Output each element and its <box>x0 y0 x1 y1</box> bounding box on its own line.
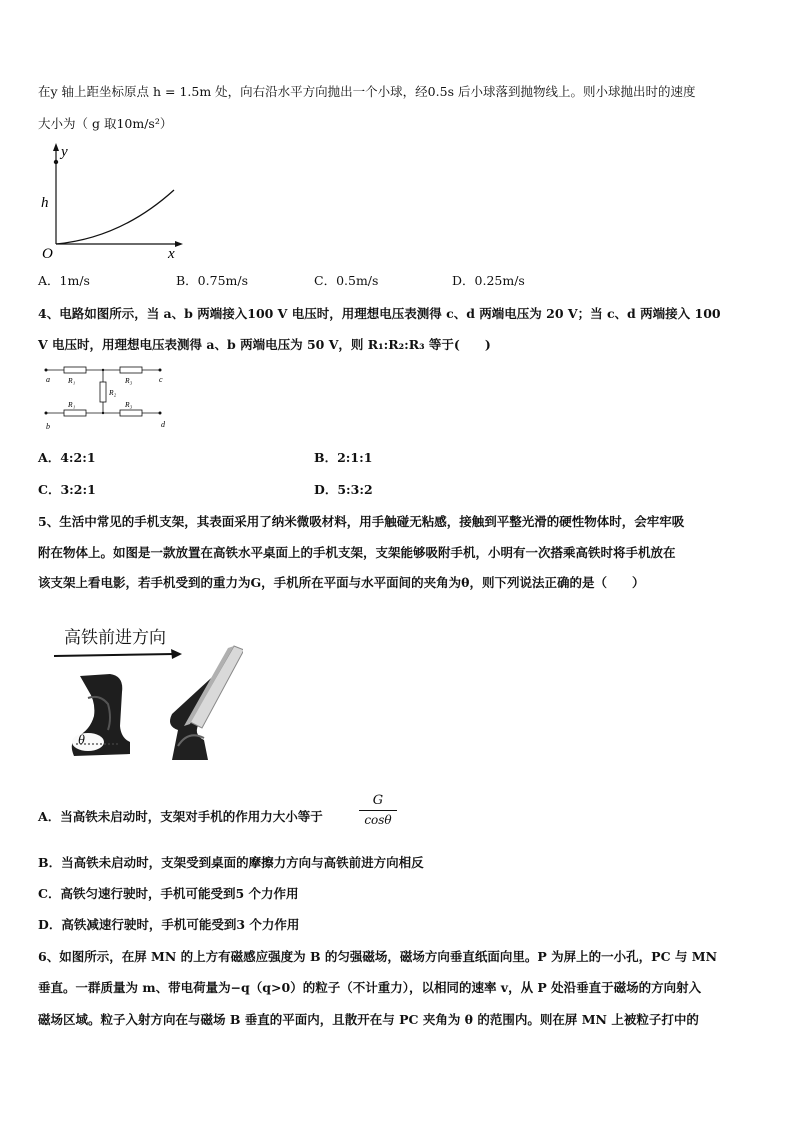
resistor-r3-bottom-label: R₃ <box>125 400 133 409</box>
terminal-c: c <box>159 375 163 384</box>
resistor-r1-top-label: R₁ <box>68 376 76 385</box>
fraction-g-over-cos-theta <box>359 793 397 827</box>
terminal-a: a <box>46 375 50 384</box>
q4-option-a[interactable]: A．4:2:1 <box>38 450 96 465</box>
train-direction-label: 高铁前进方向 <box>64 628 166 647</box>
q3-option-d[interactable]: D．0.25m/s <box>452 273 525 288</box>
q4-text-line2: V 电压时，用理想电压表测得 a、b 两端电压为 50 V，则 R₁:R₂:R₃ 等于( ) <box>38 337 491 352</box>
resistor-r1-bottom-label: R₁ <box>68 400 76 409</box>
q4-option-c[interactable]: C．3:2:1 <box>38 482 96 497</box>
graph-h-label: h <box>41 195 49 211</box>
q5-text-line2: 附在物体上。如图是一款放置在高铁水平桌面上的手机支架，支架能够吸附手机，小明有一次搭乘高铁时将手机放在 <box>38 545 676 560</box>
terminal-b: b <box>46 422 50 431</box>
graph-x-label: x <box>168 246 175 262</box>
graph-origin-label: O <box>42 246 53 262</box>
q5-option-b[interactable]: B．当高铁未启动时，支架受到桌面的摩擦力方向与高铁前进方向相反 <box>38 855 424 870</box>
phone-stand-figure <box>38 618 243 768</box>
terminal-d: d <box>161 420 165 429</box>
fraction-bar <box>359 810 397 811</box>
q6-text-line2: 垂直。一群质量为 m、带电荷量为−q（q>0）的粒子（不计重力），以相同的速率 v，从 P 处沿垂直于磁场的方向射入 <box>38 980 702 995</box>
q3-option-c[interactable]: C．0.5m/s <box>314 273 379 288</box>
train-direction-arrow <box>54 654 174 656</box>
q3-text-line2: 大小为（ g 取10m/s²） <box>38 116 173 131</box>
q3-option-a[interactable]: A．1m/s <box>38 273 90 288</box>
graph-y-label: y <box>61 144 68 160</box>
q3-option-b[interactable]: B．0.75m/s <box>176 273 248 288</box>
fraction-numerator: G <box>372 793 384 808</box>
q5-text-line3: 该支架上看电影，若手机受到的重力为G，手机所在平面与水平面间的夹角为θ，则下列说法正确的是（ ） <box>38 575 645 590</box>
q3-text-line1: 在y 轴上距坐标原点 h = 1.5m 处，向右沿水平方向抛出一个小球，经0.5s 后小球落到抛物线上。则小球抛出时的速度 <box>38 84 696 99</box>
q4-text-line1: 4、电路如图所示，当 a、b 两端接入100 V 电压时，用理想电压表测得 c、d 两端电压为 20 V；当 c、d 两端接入 100 <box>38 306 721 321</box>
q6-text-line3: 磁场区域。粒子入射方向在与磁场 B 垂直的平面内，且散开在与 PC 夹角为 θ 的范围内。则在屏 MN 上被粒子打中的 <box>38 1012 699 1027</box>
q6-text-line1: 6、如图所示，在屏 MN 的上方有磁感应强度为 B 的匀强磁场，磁场方向垂直纸面向里。P 为屏上的一小孔，PC 与 MN <box>38 949 717 964</box>
theta-label: θ <box>78 733 85 748</box>
circuit-diagram <box>38 362 178 432</box>
q5-option-d[interactable]: D．高铁减速行驶时，手机可能受到3 个力作用 <box>38 917 300 932</box>
resistor-r2-label: R₂ <box>109 388 117 397</box>
q4-option-b[interactable]: B．2:1:1 <box>314 450 373 465</box>
fraction-denominator: cosθ <box>364 813 392 827</box>
q5-option-c[interactable]: C．高铁匀速行驶时，手机可能受到5 个力作用 <box>38 886 299 901</box>
resistor-r3-top-label: R₃ <box>125 376 133 385</box>
projectile-graph <box>36 140 186 262</box>
q5-option-a-text[interactable]: A．当高铁未启动时，支架对手机的作用力大小等于 <box>38 809 323 824</box>
q4-option-d[interactable]: D．5:3:2 <box>314 482 373 497</box>
q5-text-line1: 5、生活中常见的手机支架，其表面采用了纳米微吸材料，用手触碰无粘感，接触到平整光滑的硬性物体时，会牢牢吸 <box>38 514 685 529</box>
